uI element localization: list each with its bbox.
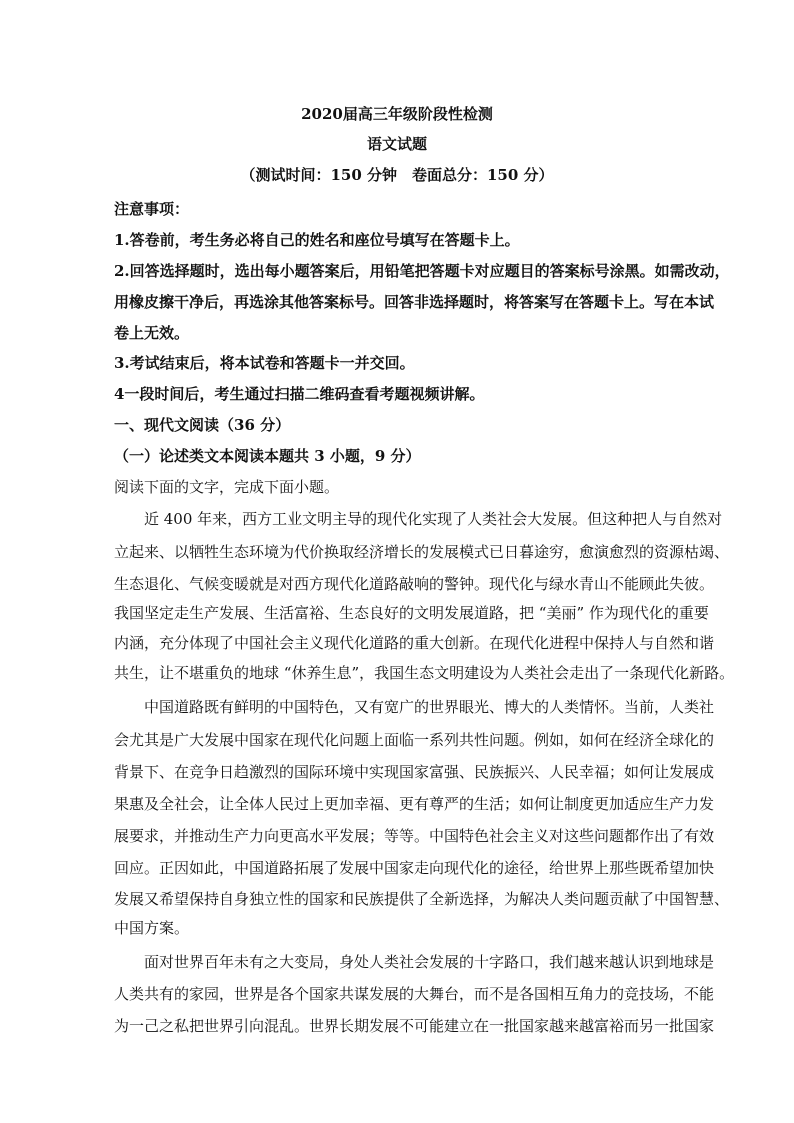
passage-line: 人类共有的家园，世界是各个国家共谋发展的大舞台，而不是各国相互角力的竞技场，不能 (114, 985, 715, 1003)
exam-title: 2020届高三年级阶段性检测 (301, 105, 493, 123)
passage-line: 共生，让不堪重负的地球 “休养生息”，我国生态文明建设为人类社会走出了一条现代化新路。 (114, 664, 735, 682)
passage-line: 回应。正因如此，中国道路拓展了发展中国家走向现代化的途径，给世界上那些既希望加快 (114, 859, 715, 877)
notice-item-2-line-1: 2.回答选择题时，选出每小题答案后，用铅笔把答题卡对应题目的答案标号涂黑。如需改动， (114, 262, 730, 280)
passage-line: 内涵，充分体现了中国社会主义现代化道路的重大创新。在现代化进程中保持人与自然和谐 (114, 634, 715, 652)
section-sub-title: （一）论述类文本阅读本题共 3 小题，9 分） (114, 447, 421, 465)
passage-line: 中国方案。 (114, 919, 190, 937)
time-info: （测试时间：150 分钟 卷面总分：150 分） (240, 166, 554, 184)
subject-title: 语文试题 (366, 135, 427, 153)
passage-line: 中国道路既有鲜明的中国特色，又有宽广的世界眼光、博大的人类情怀。当前，人类社 (144, 698, 715, 716)
passage-line: 立起来、以牺牲生态环境为代价换取经济增长的发展模式已日暮途穷，愈演愈烈的资源枯竭、 (114, 543, 730, 561)
passage-line: 会尤其是广大发展中国家在现代化问题上面临一系列共性问题。例如，如何在经济全球化的 (114, 731, 715, 749)
passage-line: 果惠及全社会，让全体人民过上更加幸福、更有尊严的生活；如何让制度更加适应生产力发 (114, 795, 715, 813)
notice-item-3: 3.考试结束后，将本试卷和答题卡一并交回。 (114, 354, 415, 372)
passage-line: 我国坚定走生产发展、生活富裕、生态良好的文明发展道路，把 “美丽” 作为现代化的重要 (114, 604, 709, 622)
section-instruction: 阅读下面的文字，完成下面小题。 (114, 478, 340, 496)
passage-line: 展要求，并推动生产力向更高水平发展；等等。中国特色社会主义对这些问题都作出了有效 (114, 827, 715, 845)
section-title: 一、现代文阅读（36 分） (114, 416, 291, 434)
notice-item-1: 1.答卷前，考生务必将自己的姓名和座位号填写在答题卡上。 (114, 231, 520, 249)
passage-line: 背景下、在竞争日趋激烈的国际环境中实现国家富强、民族振兴、人民幸福；如何让发展成 (114, 763, 715, 781)
passage-line: 面对世界百年未有之大变局，身处人类社会发展的十字路口，我们越来越认识到地球是 (144, 953, 715, 971)
notice-item-2-line-2: 用橡皮擦干净后，再选涂其他答案标号。回答非选择题时，将答案写在答题卡上。写在本试 (114, 293, 715, 311)
notice-heading: 注意事项： (114, 200, 190, 218)
passage-line: 生态退化、气候变暖就是对西方现代化道路敲响的警钟。现代化与绿水青山不能顾此失彼。 (114, 575, 715, 593)
notice-item-4: 4一段时间后，考生通过扫描二维码查看考题视频讲解。 (114, 385, 485, 403)
notice-item-2-line-3: 卷上无效。 (114, 324, 190, 342)
passage-line: 为一己之私把世界引向混乱。世界长期发展不可能建立在一批国家越来越富裕而另一批国家 (114, 1017, 715, 1035)
passage-line: 发展又希望保持自身独立性的国家和民族提供了全新选择，为解决人类问题贡献了中国智慧、 (114, 890, 730, 908)
passage-line: 近 400 年来，西方工业文明主导的现代化实现了人类社会大发展。但这种把人与自然对 (144, 510, 723, 528)
